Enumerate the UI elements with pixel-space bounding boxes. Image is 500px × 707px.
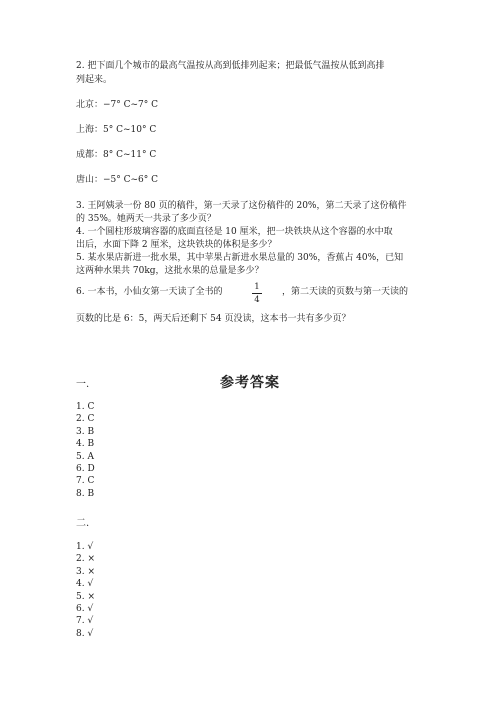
- q6-fraction-bar: [252, 293, 262, 294]
- answers-section1-list: [76, 401, 95, 500]
- list-item: 2. C: [76, 414, 95, 425]
- answers-section2-heading: 二.: [76, 518, 90, 529]
- list-item: 6. √: [76, 603, 94, 614]
- list-item: 8. B: [76, 488, 95, 499]
- q3-line2: 的 35%。她两天一共录了多少页？: [76, 214, 216, 224]
- q2-city-chengdu: 成都：8° C~11° C: [76, 150, 157, 160]
- answers-section1-heading: 一.: [76, 379, 90, 390]
- q6-fraction-denominator: 4: [254, 295, 260, 305]
- q5-line1: 5. 某水果店新进一批水果，其中苹果占新进水果总量的 30%，香蕉占 40%，已知: [76, 253, 404, 263]
- q6-fraction: [252, 282, 262, 305]
- list-item: 6. D: [76, 463, 95, 474]
- answers-title: 参考答案: [220, 375, 280, 391]
- list-item: 1. √: [76, 542, 94, 552]
- list-item: 8. √: [76, 628, 94, 639]
- q6-part1: 6. 一本书，小仙女第一天读了全书的: [76, 287, 223, 297]
- q2-intro-line1: 2. 把下面几个城市的最高气温按从高到低排列起来；把最低气温按从低到高排: [76, 61, 385, 71]
- list-item: 5. ×: [76, 591, 95, 602]
- q6-part2: ，第二天读的页数与第一天读的: [282, 287, 409, 297]
- list-item: 3. ×: [76, 566, 95, 577]
- q2-city-shanghai: 上海：5° C~10° C: [76, 125, 157, 135]
- q6-line2: 页数的比是 6：5，两天后还剩下 54 页没读，这本书一共有多少页？: [76, 314, 351, 324]
- q5-line2: 这两种水果共 70kg，这批水果的总量是多少？: [76, 266, 264, 276]
- answers-section2-list: [76, 541, 95, 640]
- list-item: 7. C: [76, 476, 95, 487]
- list-item: 2. ×: [76, 554, 95, 565]
- list-item: 4. √: [76, 579, 94, 590]
- list-item: 3. B: [76, 426, 95, 437]
- q4-line2: 出后，水面下降 2 厘米，这块铁块的体积是多少？: [76, 240, 277, 250]
- list-item: 1. C: [76, 402, 95, 412]
- q6-fraction-numerator: 1: [254, 282, 260, 292]
- q2-city-beijing: 北京：−7° C~7° C: [76, 100, 159, 110]
- q2-city-tangshan: 唐山：−5° C~6° C: [76, 175, 159, 185]
- q4-line1: 4. 一个圆柱形玻璃容器的底面直径是 10 厘米，把一块铁块从这个容器的水中取: [76, 227, 393, 237]
- list-item: 5. A: [76, 451, 94, 462]
- list-item: 4. B: [76, 439, 95, 450]
- q3-line1: 3. 王阿姨录一份 80 页的稿件，第一天录了这份稿件的 20%，第二天录了这份稿件: [76, 201, 407, 211]
- list-item: 7. √: [76, 616, 94, 627]
- q2-intro-line2: 列起来。: [76, 75, 113, 85]
